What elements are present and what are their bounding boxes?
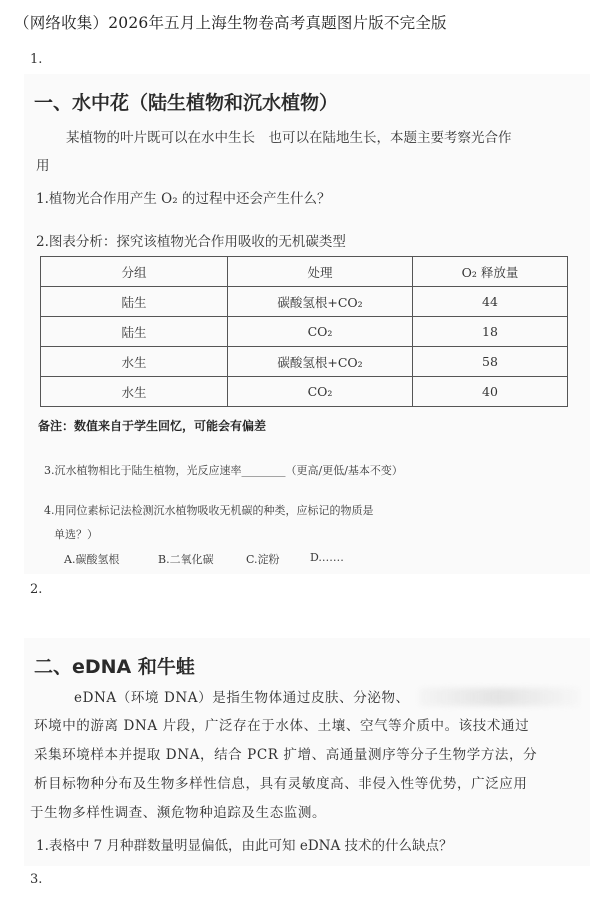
paragraph-line-5: 于生物多样性调查、濒危物种追踪及生态监测。 (30, 805, 327, 821)
item-number-3: 3. (30, 872, 43, 887)
table-header-row (41, 257, 568, 287)
table-note: 备注：数值来自于学生回忆，可能会有偏差 (38, 419, 267, 433)
question-photo-1 (24, 74, 590, 574)
question-2: 2.图表分析：探究该植物光合作用吸收的无机碳类型 (36, 234, 346, 250)
option-d: D.…… (310, 551, 344, 564)
option-c: C.淀粉 (246, 553, 280, 566)
question-4-hint: 单选？） (54, 528, 98, 541)
question-3: 3.沉水植物相比于陆生植物，光反应速率________（更高/更低/基本不变） (44, 464, 403, 477)
blurred-region (419, 688, 579, 706)
table-cell: 40 (413, 377, 568, 407)
table-cell: 碳酸氢根+CO₂ (228, 287, 413, 317)
table-header-cell: 分组 (41, 257, 228, 287)
paragraph-line-4: 析目标物种分布及生物多样性信息，具有灵敏度高、非侵入性等优势，广泛应用 (34, 776, 528, 792)
table-cell: 陆生 (41, 287, 228, 317)
item-number-1: 1. (30, 52, 43, 67)
table-cell: CO₂ (228, 377, 413, 407)
table-row (41, 377, 568, 407)
section-title: 二、eDNA 和牛蛙 (34, 656, 195, 678)
item-number-2: 2. (30, 582, 43, 597)
paragraph-line-1: eDNA（环境 DNA）是指生物体通过皮肤、分泌物、 (74, 690, 410, 706)
section-title: 一、水中花（陆生植物和沉水植物） (34, 92, 339, 114)
table-cell: 水生 (41, 347, 228, 377)
page-header: （网络收集）2026年五月上海生物卷高考真题图片版不完全版 (14, 14, 447, 32)
question-4: 4.用同位素标记法检测沉水植物吸收无机碳的种类，应标记的物质是 (44, 504, 374, 517)
table-cell: 18 (413, 317, 568, 347)
option-b: B.二氧化碳 (158, 553, 214, 566)
table-cell: 陆生 (41, 317, 228, 347)
paragraph-line-2: 环境中的游离 DNA 片段，广泛存在于水体、土壤、空气等介质中。该技术通过 (34, 718, 530, 734)
table-cell: 碳酸氢根+CO₂ (228, 347, 413, 377)
question-1: 1.植物光合作用产生 O₂ 的过程中还会产生什么？ (36, 191, 331, 207)
intro-line-1: 某植物的叶片既可以在水中生长 也可以在陆地生长，本题主要考察光合作 (66, 130, 512, 146)
question-1: 1.表格中 7 月种群数量明显偏低，由此可知 eDNA 技术的什么缺点？ (36, 838, 453, 854)
table-header-cell: O₂ 释放量 (413, 257, 568, 287)
table-cell: 58 (413, 347, 568, 377)
table-cell: 水生 (41, 377, 228, 407)
intro-line-2: 用 (36, 158, 50, 174)
option-a: A.碳酸氢根 (64, 553, 120, 566)
data-table (40, 256, 568, 407)
table-cell: 44 (413, 287, 568, 317)
table-cell: CO₂ (228, 317, 413, 347)
paragraph-line-3: 采集环境样本并提取 DNA，结合 PCR 扩增、高通量测序等分子生物学方法，分 (34, 747, 538, 763)
table-header-cell: 处理 (228, 257, 413, 287)
table-row (41, 347, 568, 377)
question-photo-2 (24, 638, 590, 866)
table-row (41, 317, 568, 347)
table-row (41, 287, 568, 317)
